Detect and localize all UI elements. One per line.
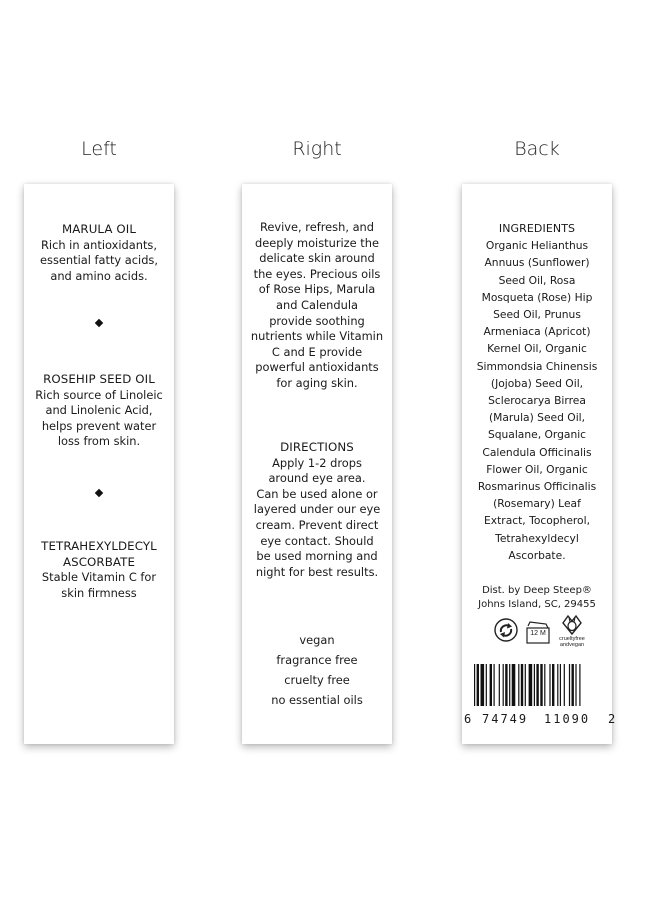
barcode-bar [477, 664, 479, 706]
ingredient-line: (Marula) Seed Oil, [488, 411, 586, 425]
barcode-bar [505, 664, 507, 706]
tetra-block [24, 539, 174, 601]
diamond-divider [95, 489, 103, 497]
barcode-bar [512, 664, 516, 706]
pao-jar-icon [524, 618, 552, 646]
tetra-title: TETRAHEXYLDECYL [41, 539, 157, 553]
recycle-icon [494, 618, 518, 642]
barcode-bar [518, 664, 519, 706]
barcode-bar [486, 664, 487, 706]
ingredient-line: Organic Helianthus [485, 239, 589, 253]
ingredient-line: Flower Oil, Organic [486, 462, 588, 476]
barcode-bar [529, 664, 533, 706]
barcode-bar [474, 664, 475, 706]
ingredient-line: Simmondsia Chinensis [476, 359, 598, 373]
intro-line: C and E provide [271, 344, 363, 359]
ingredients-block [462, 220, 612, 564]
barcode-bar [481, 664, 485, 706]
directions-title: DIRECTIONS [280, 440, 354, 454]
rosehip-line: helps prevent water [41, 418, 157, 433]
tetra-line: skin firmness [61, 585, 137, 600]
barcode-digit-group: 11090 [544, 712, 591, 726]
intro-line: of Rose Hips, Marula [258, 282, 376, 297]
heading-back: Back [514, 138, 560, 160]
ingredients-title: INGREDIENTS [498, 222, 576, 235]
intro-line: nutrients while Vitamin [250, 329, 384, 344]
ingredient-line: Ascorbate. [508, 548, 566, 562]
marula-block [24, 222, 174, 284]
barcode-digit-group: 74749 [482, 712, 529, 726]
directions-block [242, 440, 392, 580]
ingredient-line: Extract, Tocopherol, [484, 514, 590, 528]
heading-right: Right [292, 138, 342, 160]
barcode-bar [579, 664, 580, 706]
barcode-bar [521, 664, 523, 706]
barcode-bar [552, 664, 554, 706]
barcode-bar [509, 664, 510, 706]
barcode-digit-last: 2 [608, 712, 616, 726]
ingredient-line: Seed Oil, Prunus [493, 308, 581, 322]
directions-line: Apply 1-2 drops [272, 455, 362, 470]
left-panel [24, 184, 174, 744]
barcode-bar [569, 664, 570, 706]
ingredient-line: Squalane, Organic [487, 428, 587, 442]
intro-line: the eyes. Precious oils [253, 266, 381, 281]
barcode-bar [499, 664, 500, 706]
ingredient-line: Tetrahexyldecyl [495, 531, 579, 545]
barcode-bar [540, 664, 542, 706]
directions-line: cream. Prevent direct [255, 517, 379, 532]
rosehip-block [24, 372, 174, 450]
intro-line: delicate skin around [259, 251, 375, 266]
barcode-bar [490, 664, 492, 706]
barcode-bar [564, 664, 565, 706]
cruelty-free-bunny-icon [559, 614, 585, 648]
rosehip-line: loss from skin. [57, 434, 141, 449]
barcode [474, 664, 622, 706]
ingredient-line: Sclerocarya Birrea [488, 394, 586, 408]
barcode-bar [560, 664, 561, 706]
barcode-digit-first: 6 [464, 712, 472, 726]
directions-line: be used morning and [256, 549, 378, 564]
directions-line: layered under our eye [253, 502, 381, 517]
barcode-bar [494, 664, 495, 706]
claim-fragrance-free: fragrance free [276, 653, 358, 667]
barcode-bar [536, 664, 538, 706]
back-panel [462, 184, 612, 744]
ingredient-line: (Rosemary) Leaf [493, 497, 581, 511]
claim-no-essential-oils: no essential oils [271, 693, 363, 707]
rosehip-line: and Linolenic Acid, [45, 403, 153, 418]
ingredient-line: (Jojoba) Seed Oil, [490, 376, 584, 390]
right-panel [242, 184, 392, 744]
barcode-bar [503, 664, 504, 706]
marula-line: and amino acids. [50, 268, 148, 283]
intro-line: provide soothing [269, 313, 365, 328]
intro-line: deeply moisturize the [254, 235, 379, 250]
intro-block [242, 220, 392, 392]
diamond-divider [95, 319, 103, 327]
pao-label: 12 M [530, 630, 546, 637]
ingredient-line: Armeniaca (Apricot) [483, 325, 591, 339]
rosehip-title: ROSEHIP SEED OIL [43, 372, 155, 386]
ingredient-line: Seed Oil, Rosa [498, 273, 576, 287]
barcode-bar [575, 664, 576, 706]
claim-cruelty-free: cruelty free [284, 673, 350, 687]
ingredient-line: Mosqueta (Rose) Hip [481, 290, 593, 304]
barcode-bar [549, 664, 550, 706]
tetra-line: Stable Vitamin C for [41, 570, 157, 585]
directions-line: around eye area. [268, 471, 366, 486]
ingredient-line: Calendula Officinalis [482, 445, 592, 459]
directions-line: eye contact. Should [260, 533, 374, 548]
barcode-bar [525, 664, 526, 706]
intro-line: powerful antioxidants [255, 360, 379, 375]
intro-line: and Calendula [276, 297, 358, 312]
heading-left: Left [81, 138, 117, 160]
intro-line: for aging skin. [276, 375, 358, 390]
claims-block [242, 630, 392, 710]
directions-line: night for best results. [255, 564, 379, 579]
bunny-label: crueltyfree [559, 636, 585, 642]
barcode-bar [557, 664, 558, 706]
marula-line: Rich in antioxidants, [41, 237, 157, 252]
rosehip-line: Rich source of Linoleic [35, 387, 163, 402]
directions-line: Can be used alone or [256, 486, 378, 501]
distributor-block [462, 584, 612, 612]
tetra-title: ASCORBATE [62, 554, 136, 569]
claim-vegan: vegan [299, 633, 335, 647]
intro-line: Revive, refresh, and [259, 220, 375, 234]
ingredient-line: Rosmarinus Officinalis [477, 480, 597, 494]
distributor-line: Dist. by Deep Steep® [482, 585, 592, 596]
marula-line: essential fatty acids, [40, 253, 158, 268]
barcode-bar [544, 664, 545, 706]
barcode-bar [534, 664, 535, 706]
distributor-address: Johns Island, SC, 29455 [478, 599, 596, 610]
ingredient-line: Annuus (Sunflower) [484, 256, 590, 270]
marula-title: MARULA OIL [61, 222, 137, 236]
ingredient-line: Kernel Oil, Organic [487, 342, 587, 356]
bunny-label: andvegan [559, 642, 585, 648]
barcode-bar [572, 664, 574, 706]
